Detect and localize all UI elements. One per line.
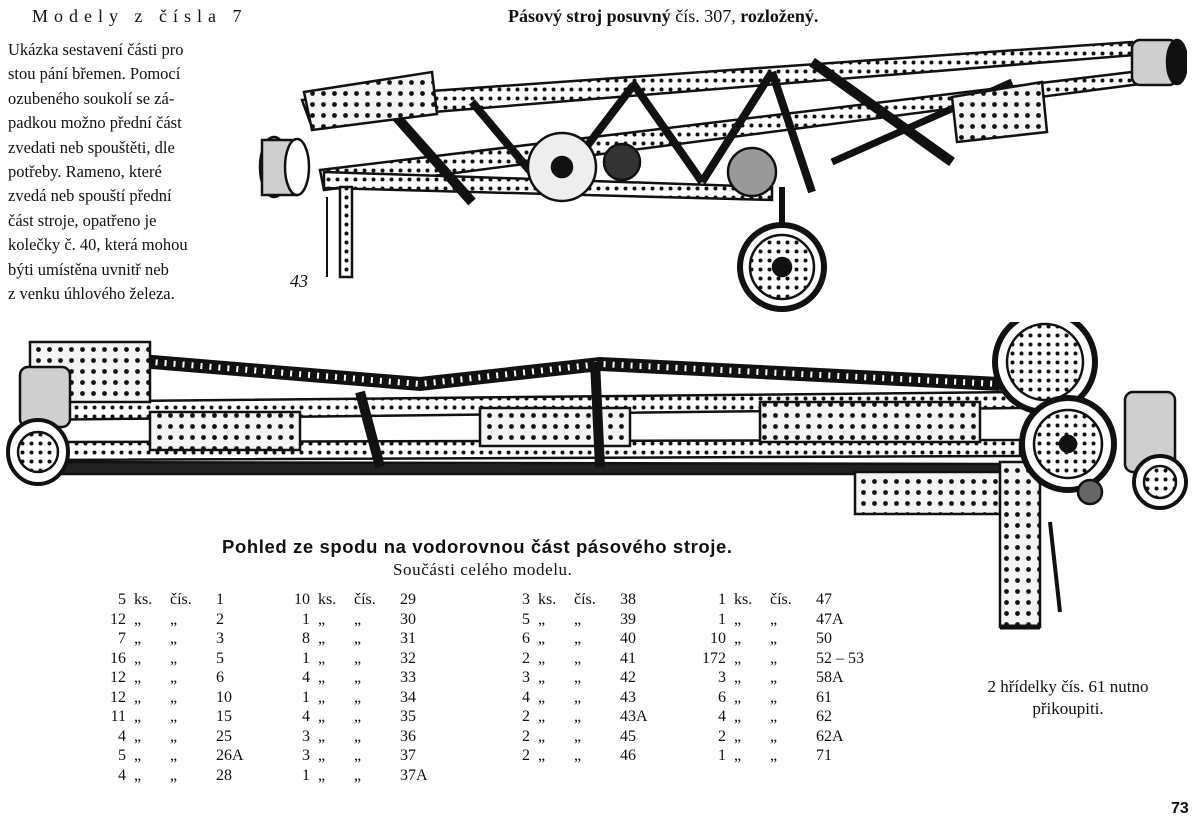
parts-row [86,668,286,688]
part-label-43: 43 [290,271,308,291]
part-quantity: 2 [718,727,726,745]
parts-column [86,590,286,785]
part-unit: „ [538,727,546,745]
part-number: 32 [400,649,416,667]
part-number-label: „ [354,747,362,764]
part-number: 25 [216,727,232,745]
part-number-label: „ [354,766,362,784]
part-quantity: 172 [702,649,726,667]
part-quantity: 4 [118,766,126,784]
part-number: 36 [400,727,416,745]
part-quantity: 2 [522,727,530,745]
part-unit: „ [318,766,326,784]
part-number: 37 [400,747,416,764]
parts-row [490,610,690,630]
part-number: 1 [216,591,224,608]
part-unit: ks. [318,591,337,608]
parts-row [86,610,286,630]
parts-row [86,746,286,766]
parts-row [270,629,470,649]
intro-line: z venku úhlového železa. [8,284,175,304]
part-quantity: 5 [118,591,126,608]
part-number-label: „ [574,708,582,725]
parts-list-heading: Součásti celého modelu. [393,560,573,579]
part-quantity: 3 [302,727,310,745]
parts-row [270,590,470,610]
part-quantity: 4 [718,708,726,725]
part-unit: „ [538,669,546,686]
part-number-label: čís. [170,591,192,608]
parts-column [490,590,690,766]
part-number: 50 [816,630,832,647]
part-number-label: „ [170,649,178,667]
part-number-label: „ [170,610,178,628]
part-unit: „ [734,727,742,745]
part-number-label: „ [170,766,178,784]
part-quantity: 2 [522,747,530,764]
parts-row [686,668,916,688]
part-number: 6 [216,669,224,686]
part-number-label: „ [574,688,582,706]
intro-paragraph [8,38,248,306]
part-quantity: 5 [118,747,126,764]
part-quantity: 8 [302,630,310,647]
intro-line: potřeby. Rameno, které [8,162,162,182]
part-number: 31 [400,630,416,647]
part-quantity: 12 [110,610,126,628]
bottom-view-caption: Pohled ze spodu na vodorovnou část pásového stroje. [222,536,733,557]
part-number: 10 [216,688,232,706]
part-number: 2 [216,610,224,628]
part-quantity: 4 [522,688,530,706]
part-number-label: „ [574,669,582,686]
part-quantity: 1 [718,747,726,764]
parts-row [686,649,916,669]
part-unit: „ [318,727,326,745]
part-unit: „ [538,630,546,647]
part-number: 62 [816,708,832,725]
part-quantity: 1 [302,766,310,784]
part-number-label: „ [170,669,178,686]
part-number: 47 [816,591,832,608]
part-quantity: 4 [118,727,126,745]
parts-row [86,727,286,747]
intro-line: Ukázka sestavení části pro [8,40,184,59]
part-unit: „ [134,766,142,784]
part-unit: „ [134,630,142,647]
part-quantity: 3 [522,669,530,686]
part-quantity: 1 [302,688,310,706]
parts-row [490,727,690,747]
part-number-label: „ [574,747,582,764]
part-number-label: „ [170,630,178,647]
part-unit: „ [318,669,326,686]
part-unit: „ [538,708,546,725]
part-number-label: „ [170,708,178,725]
part-unit: „ [734,708,742,725]
part-number-label: „ [354,649,362,667]
part-number: 38 [620,591,636,608]
part-quantity: 1 [718,591,726,608]
intro-line: stou pání břemen. Pomocí [8,64,181,84]
part-unit: „ [318,708,326,725]
parts-column [270,590,470,785]
parts-row [490,746,690,766]
parts-row [270,766,470,786]
part-number: 3 [216,630,224,647]
part-number: 58A [816,669,844,686]
part-unit: „ [734,610,742,628]
part-number: 41 [620,649,636,667]
part-number-label: „ [770,688,778,706]
part-number-label: „ [354,708,362,725]
part-number-label: „ [354,610,362,628]
part-quantity: 4 [302,669,310,686]
part-unit: „ [134,610,142,628]
parts-row [86,688,286,708]
part-unit: „ [734,630,742,647]
parts-row [490,668,690,688]
part-number: 40 [620,630,636,647]
part-number-label: „ [170,727,178,745]
part-number-label: „ [770,649,778,667]
parts-row [86,629,286,649]
conveyor-frame-illustration [252,22,1187,314]
part-quantity: 3 [302,747,310,764]
part-quantity: 6 [718,688,726,706]
intro-line: ozubeného soukolí se zá- [8,88,175,108]
parts-row [686,590,916,610]
shafts-note: 2 hřídelky čís. 61 nutno přikoupiti. [987,677,1149,718]
part-unit: „ [538,610,546,628]
part-number: 29 [400,591,416,608]
part-number: 42 [620,669,636,686]
parts-column [686,590,916,766]
parts-row [490,629,690,649]
parts-row [270,610,470,630]
part-quantity: 4 [302,708,310,725]
part-number: 43 [620,688,636,706]
part-number: 37A [400,766,428,784]
part-number-label: „ [770,630,778,647]
parts-row [270,649,470,669]
part-number-label: „ [170,688,178,706]
part-quantity: 2 [522,708,530,725]
parts-row [686,746,916,766]
part-number-label: „ [770,708,778,725]
parts-row [270,668,470,688]
part-quantity: 6 [522,630,530,647]
part-number: 39 [620,610,636,628]
part-unit: „ [318,649,326,667]
page-number: 73 [1171,800,1189,817]
part-quantity: 12 [110,688,126,706]
part-number-label: „ [574,630,582,647]
parts-row [686,610,916,630]
parts-row [686,707,916,727]
part-unit: „ [318,688,326,706]
part-number: 43A [620,708,648,725]
part-quantity: 16 [110,649,126,667]
title-bold-part: Pásový stroj posuvný [508,6,671,26]
parts-row [270,688,470,708]
part-unit: „ [134,649,142,667]
part-quantity: 11 [110,708,126,725]
header-models-label: Modely z čísla 7 [32,6,248,26]
part-unit: „ [318,610,326,628]
part-unit: „ [734,669,742,686]
part-unit: „ [134,688,142,706]
parts-row [490,688,690,708]
parts-row [270,707,470,727]
part-number: 35 [400,708,416,725]
parts-row [686,727,916,747]
parts-row [490,590,690,610]
part-number: 28 [216,766,232,784]
part-unit: „ [734,649,742,667]
part-unit: „ [734,747,742,764]
part-number: 34 [400,688,416,706]
part-number: 62A [816,727,844,745]
parts-row [270,727,470,747]
part-unit: ks. [734,591,753,608]
part-number-label: „ [354,688,362,706]
part-number: 47A [816,610,844,628]
part-number-label: „ [354,669,362,686]
part-unit: „ [538,688,546,706]
part-number-label: „ [354,727,362,745]
parts-row [86,590,286,610]
part-number: 15 [216,708,232,725]
part-quantity: 5 [522,610,530,628]
part-unit: „ [318,747,326,764]
part-number: 71 [816,747,832,764]
part-quantity: 12 [110,669,126,686]
part-unit: „ [134,708,142,725]
part-quantity: 10 [294,591,310,608]
part-number-label: čís. [770,591,792,608]
part-number: 33 [400,669,416,686]
parts-row [490,707,690,727]
part-unit: „ [134,727,142,745]
part-number: 30 [400,610,416,628]
part-number-label: čís. [354,591,376,608]
part-quantity: 1 [302,610,310,628]
part-unit: „ [134,747,142,764]
part-number-label: „ [770,669,778,686]
part-number: 26A [216,747,244,764]
part-number-label: „ [574,649,582,667]
part-number: 45 [620,727,636,745]
part-unit: „ [734,688,742,706]
parts-row [86,649,286,669]
part-unit: ks. [538,591,557,608]
part-number-label: čís. [574,591,596,608]
intro-line: padkou možno přední část [8,113,182,133]
parts-row [490,649,690,669]
part-number-label: „ [574,610,582,628]
part-number-label: „ [770,610,778,628]
parts-row [270,746,470,766]
intro-line: část stroje, opatřeno je [8,210,157,230]
parts-row [86,766,286,786]
part-quantity: 10 [710,630,726,647]
part-number-label: „ [770,747,778,764]
part-number-label: „ [770,727,778,745]
part-quantity: 7 [118,630,126,647]
part-number: 52 – 53 [816,649,864,667]
part-number: 46 [620,747,636,764]
intro-line: býti umístěna uvnitř neb [8,259,169,279]
part-number-label: „ [170,747,178,764]
title-bold-part-2: rozložený. [740,6,819,26]
part-number-label: „ [354,630,362,647]
parts-row [86,707,286,727]
part-unit: ks. [134,591,153,608]
intro-line: kolečky č. 40, která mohou [8,235,188,255]
parts-row [686,688,916,708]
part-quantity: 2 [522,649,530,667]
parts-row [686,629,916,649]
part-quantity: 1 [302,649,310,667]
part-number: 5 [216,649,224,667]
part-number-label: „ [574,727,582,745]
part-unit: „ [538,649,546,667]
intro-line: zvedá neb spouští přední [8,186,172,206]
part-number: 61 [816,688,832,706]
title-regular-part: čís. 307, [670,6,741,26]
part-unit: „ [538,747,546,764]
part-quantity: 1 [718,610,726,628]
part-quantity: 3 [718,669,726,686]
intro-line: zvedati neb spouštěti, dle [8,137,175,157]
part-unit: „ [318,630,326,647]
part-unit: „ [134,669,142,686]
part-quantity: 3 [522,591,530,608]
